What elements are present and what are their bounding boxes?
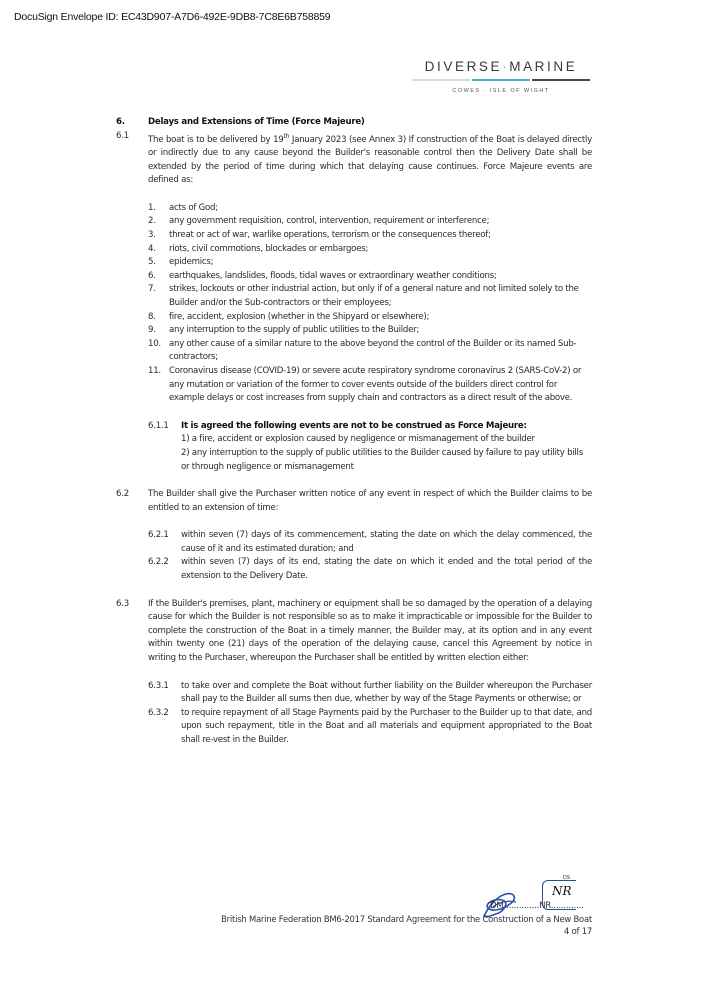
force-majeure-event [148,229,592,243]
clause-text: If the Builder's premises, plant, machinery or equipment shall be so damaged by the operation of a delaying cause for which the Builder is not responsible so as to make it impracticable or impossible for the Builder to complete the construction of the Boat in a timely manner, the Builder may, at its option and in any event within twenty one (21) days of the operation of the delaying cause, cancel this Agreement by notice in writing to the Purchaser, whereupon the Purchaser shall be entitled by written election either: [148,598,592,664]
subclause-text: to require repayment of all Stage Payments paid by the Purchaser to the Builder up to that date, and upon such repayment, title in the Boat and all materials and equipment appropriated to the Boat shall re-vest in the Builder. [181,707,592,746]
logo-separator: · [502,59,510,74]
event-text: strikes, lockouts or other industrial action, but only if of a general nature and not limited solely to the Builder and/or the Sub-contractors or their employees; [169,284,579,308]
clause-number: 6.2 [116,489,129,500]
subclause-number: 6.2.1 [148,530,169,541]
clause-body [181,420,592,474]
clause-number: 6.1 [116,130,129,141]
subclause-number: 6.2.2 [148,557,169,568]
subclause [148,707,592,748]
force-majeure-event [148,338,592,365]
event-number: 2. [148,216,156,227]
subclause [148,556,592,583]
subclause-number: 6.3.1 [148,680,169,691]
force-majeure-event [148,270,592,284]
logo-rule [412,79,590,81]
logo-rule-segment [532,79,590,81]
document-body [116,116,592,748]
logo-name-part2: MARINE [509,59,578,74]
event-number: 1. [148,202,156,213]
logo-rule-segment [472,79,530,81]
docusign-envelope-id: DocuSign Envelope ID: EC43D907-A7D6-492E-9DB8-7C8E6B758859 [14,11,331,23]
event-number: 5. [148,257,156,268]
event-text: riots, civil commotions, blockades or embargoes; [169,243,369,254]
force-majeure-event [148,283,592,310]
logo-subtitle: COWES · ISLE OF WIGHT [452,88,550,94]
page-footer [221,913,592,937]
event-number: 4. [148,243,156,254]
clause-text [148,130,592,188]
section-number: 6. [116,117,125,127]
page-number: 4 of 17 [564,926,592,936]
subclause-text: within seven (7) days of its end, stating the date on which it ended and the total period of the extension to the Delivery Date. [181,557,592,582]
event-text: earthquakes, landslides, floods, tidal waves or extraordinary weather conditions; [169,270,497,281]
event-text: threat or act of war, warlike operations, terrorism or the consequences thereof; [169,230,491,241]
subclause [148,529,592,556]
subclause [148,680,592,707]
event-number: 6. [148,270,156,281]
nr-initials-signature: NR [552,884,572,898]
docusign-ds-label: DS [563,875,571,881]
event-number: 9. [148,325,156,336]
event-number: 3. [148,230,156,241]
clause-heading: It is agreed the following events are not to be construed as Force Majeure: [181,420,527,431]
event-text: Coronavirus disease (COVID-19) or severe acute respiratory syndrome coronavirus 2 (SARS-CoV-2) or any mutation or variation of the former to cover events outside of the builders direct control for example delays or cost increases from supply chain and contractors as a direct result of the above. [169,365,582,404]
event-number: 10. [148,338,161,349]
subclause-text: to take over and complete the Boat without further liability on the Builder whereupon the Purchaser shall pay to the Builder all sums then due, whether by way of the Stage Payments or otherwise; or [181,680,592,705]
section-heading [116,116,592,130]
clause-6-3-subclauses [116,680,592,748]
event-text: acts of God; [169,202,218,213]
clause-6-2 [116,488,592,515]
clause-text: The Builder shall give the Purchaser written notice of any event in respect of which the Builder claims to be entitled to an extension of time: [148,489,592,513]
force-majeure-event [148,243,592,257]
subclause-number: 6.3.2 [148,707,169,718]
logo-rule-segment [412,79,470,81]
force-majeure-event [148,324,592,338]
logo-name-part1: DIVERSE [424,59,503,74]
subclause-text: within seven (7) days of its commencement, stating the date on which the delay commenced, the cause of it and its estimated duration; and [181,530,592,554]
section-title: Delays and Extensions of Time (Force Majeure) [148,117,365,127]
event-number: 11. [148,365,161,376]
ordinal-suffix: th [283,132,290,140]
event-number: 7. [148,284,156,295]
force-majeure-event [148,365,592,406]
force-majeure-event [148,202,592,216]
clause-6-2-subclauses [116,529,592,583]
exclusion-item-2: 2) any interruption to the supply of public utilities to the Builder caused by failure to pay utility bills or through negligence or mismanagement [181,447,583,472]
clause-text-part: January 2023 (see Annex 3) If construction of the Boat is delayed directly or indirectly due to any cause beyond the Builder's reasonable control then the Delivery Date shall be extended by the period of time during which that delaying cause continues. Force Majeure events are defined as: [148,134,592,186]
logo-name [412,59,590,74]
clause-6-1 [116,130,592,188]
force-majeure-events-list [148,202,592,406]
agreement-title: British Marine Federation BM6-2017 Standard Agreement for the Construction of a New Boat [221,914,592,924]
clause-6-1-1 [148,420,592,474]
event-text: fire, accident, explosion (whether in the Shipyard or elsewhere); [169,311,430,322]
clause-number: 6.1.1 [148,420,169,431]
force-majeure-event [148,215,592,229]
event-text: any government requisition, control, intervention, requirement or interference; [169,216,490,227]
event-number: 8. [148,311,156,322]
event-text: any interruption to the supply of public utilities to the Builder; [169,325,420,336]
exclusion-item-1: 1) a fire, accident or explosion caused by negligence or mismanagement of the builder [181,434,535,445]
company-logo [412,59,590,94]
clause-number: 6.3 [116,598,129,609]
force-majeure-event [148,256,592,270]
clause-6-3 [116,598,592,666]
event-text: epidemics; [169,257,214,268]
clause-text-part: The boat is to be delivered by 19 [148,134,284,145]
event-text: any other cause of a similar nature to the above beyond the control of the Builder or its named Sub-contractors; [169,338,577,363]
initials-line: DM..............NR............. [490,901,584,911]
force-majeure-event [148,311,592,325]
